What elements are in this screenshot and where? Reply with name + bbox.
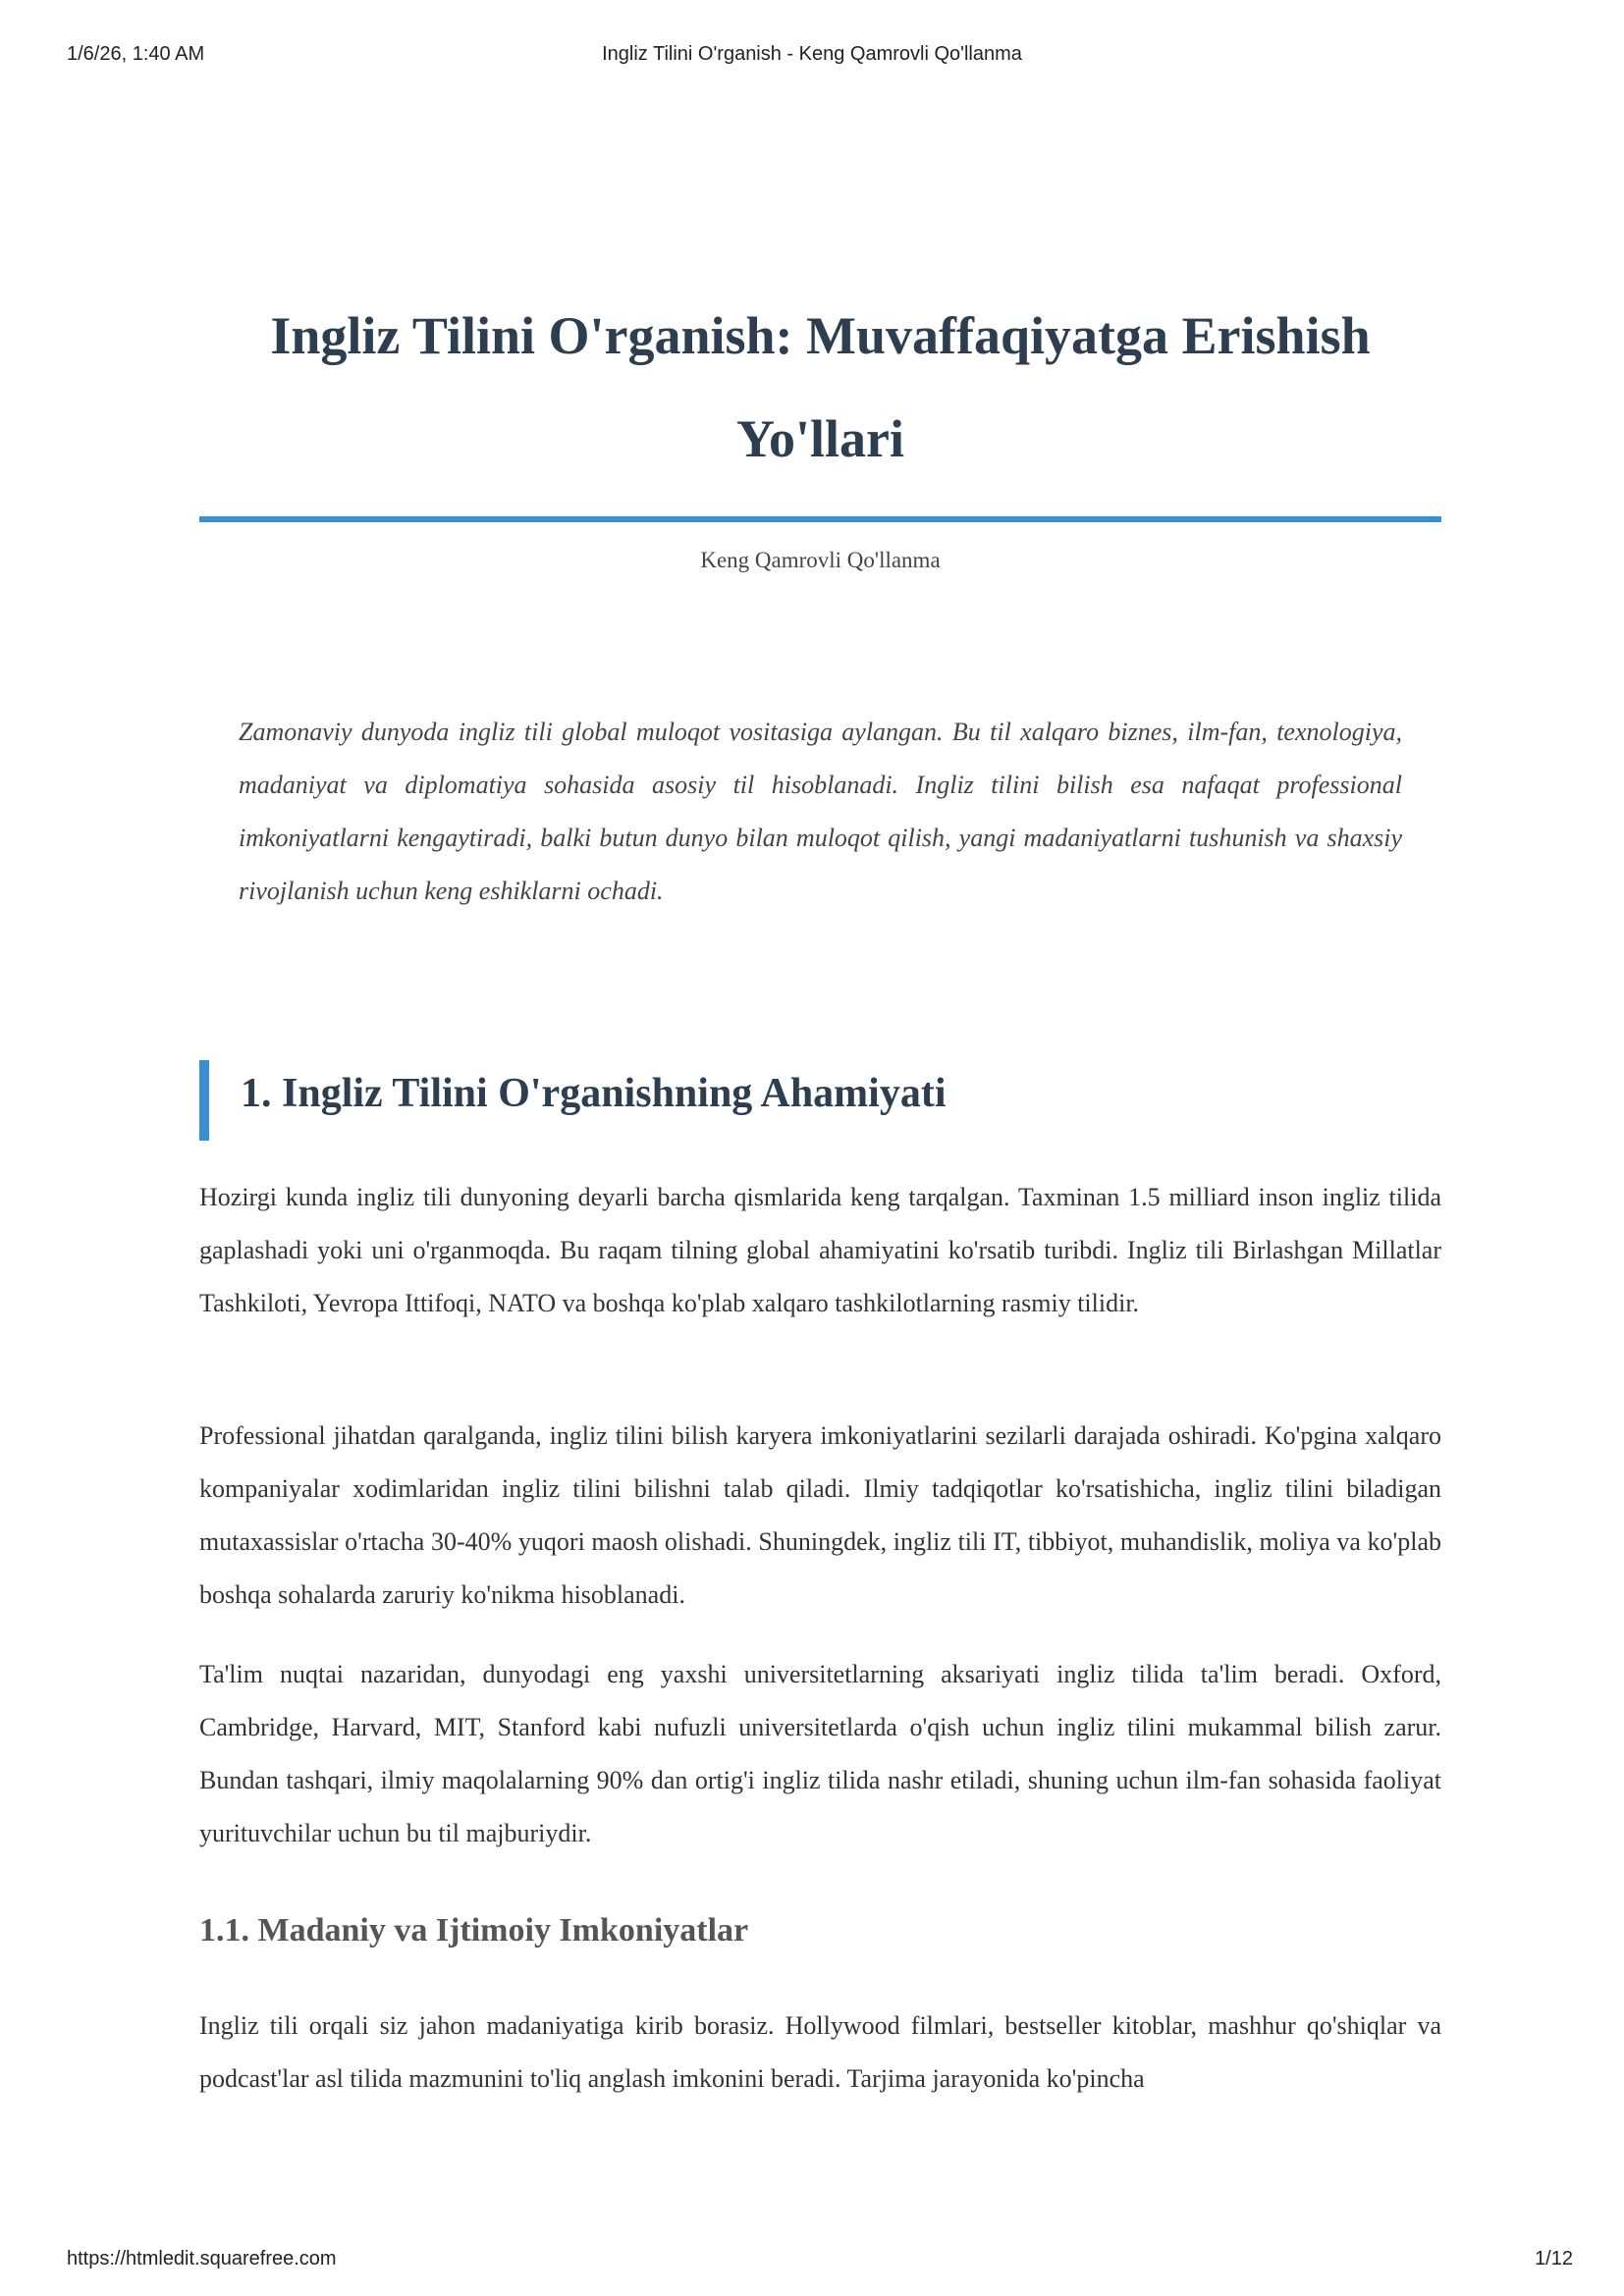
subsection-title: 1.1. Madaniy va Ijtimoiy Imkoniyatlar	[199, 1912, 749, 1949]
print-datetime: 1/6/26, 1:40 AM	[67, 43, 205, 65]
page-subtitle: Keng Qamrovli Qo'llanma	[700, 548, 941, 572]
page-title: Ingliz Tilini O'rganish: Muvaffaqiyatga Erishish Yo'llari	[270, 306, 1371, 468]
title-divider	[199, 516, 1441, 522]
section-heading	[199, 1060, 1441, 1141]
print-footer	[0, 2248, 1624, 2277]
print-header	[0, 43, 1624, 73]
print-url: https://htmledit.squarefree.com	[67, 2248, 337, 2269]
body-paragraph: Ingliz tili orqali siz jahon madaniyatiga kirib borasiz. Hollywood filmlari, bestseller kitoblar, mashhur qo'shiqlar va podcast'lar asl tilida mazmunini to'liq anglash imkonini beradi. Tarjima jarayonida ko'pincha	[199, 2011, 1441, 2093]
body-paragraph: Ta'lim nuqtai nazaridan, dunyodagi eng yaxshi universitetlarning aksariyati ingliz tilida ta'lim beradi. Oxford, Cambridge, Harvard, MIT, Stanford kabi nufuzli universitetlarda o'qish uchun ingliz tilini mukammal bilish zarur. Bundan tashqari, ilmiy maqolalarning 90% dan ortig'i ingliz tilida nashr etiladi, shuning uchun ilm-fan sohasida faoliyat yurituvchilar uchun bu til majburiydir.	[199, 1660, 1441, 1847]
page-number: 1/12	[1535, 2248, 1573, 2269]
section-title: 1. Ingliz Tilini O'rganishning Ahamiyati	[241, 1071, 947, 1116]
intro-paragraph: Zamonaviy dunyoda ingliz tili global muloqot vositasiga aylangan. Bu til xalqaro biznes, ilm-fan, texnologiya, madaniyat va diplomatiya sohasida asosiy til hisoblanadi. Ingliz tilini bilish esa nafaqat professional imkoniyatlarni kengaytiradi, balki butun dunyo bilan muloqot qilish, yangi madaniyatlarni tushunish va shaxsiy rivojlanish uchun keng eshiklarni ochadi.	[239, 718, 1402, 905]
body-paragraph: Professional jihatdan qaralganda, ingliz tilini bilish karyera imkoniyatlarini sezilarli darajada oshiradi. Ko'pgina xalqaro kompaniyalar xodimlaridan ingliz tilini bilishni talab qiladi. Ilmiy tadqiqotlar ko'rsatishicha, ingliz tilini biladigan mutaxassislar o'rtacha 30-40% yuqori maosh olishadi. Shuningdek, ingliz tili IT, tibbiyot, muhandislik, moliya va ko'plab boshqa sohalarda zaruriy ko'nikma hisoblanadi.	[199, 1421, 1441, 1609]
print-doc-title: Ingliz Tilini O'rganish - Keng Qamrovli Qo'llanma	[602, 43, 1022, 65]
section-accent-bar	[199, 1060, 209, 1141]
body-paragraph: Hozirgi kunda ingliz tili dunyoning deyarli barcha qismlarida keng tarqalgan. Taxminan 1.5 milliard inson ingliz tilida gaplashadi yoki uni o'rganmoqda. Bu raqam tilning global ahamiyatini ko'rsatib turibdi. Ingliz tili Birlashgan Millatlar Tashkiloti, Yevropa Ittifoqi, NATO va boshqa ko'plab xalqaro tashkilotlarning rasmiy tilidir.	[199, 1183, 1441, 1317]
